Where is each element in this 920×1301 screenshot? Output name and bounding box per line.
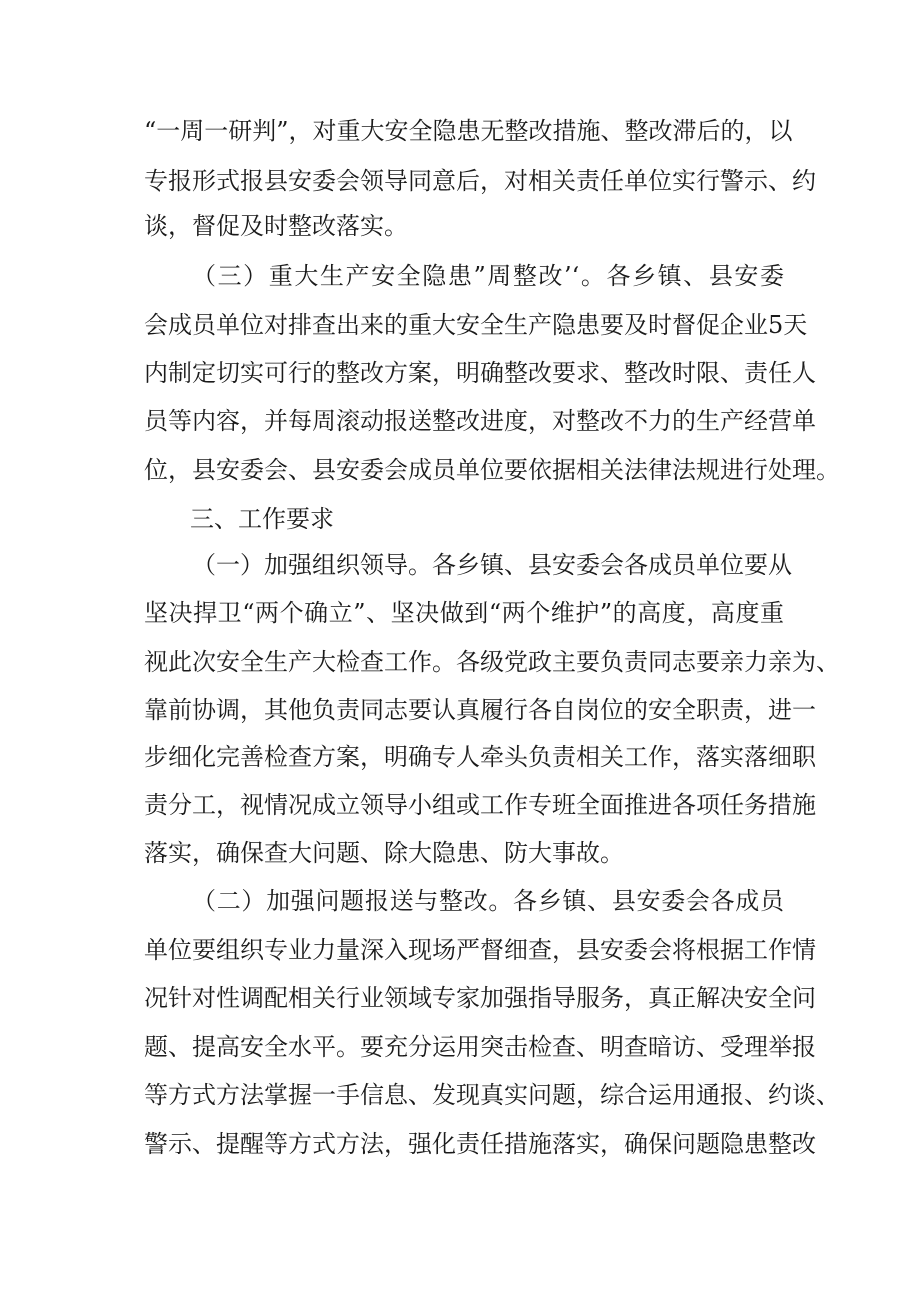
body-text-line: 专报形式报县安委会领导同意后，对相关责任单位实行警示、约 (144, 167, 816, 195)
subsection-1-heading-line: （一）加强组织领导。各乡镇、县安委会各成员单位要从 (192, 551, 792, 579)
section-3-heading-line: （三）重大生产安全隐患”周整改’‘。各乡镇、县安委 (192, 262, 784, 290)
body-text-line: 靠前协调，其他负责同志要认真履行各自岗位的安全职责，进一 (144, 696, 816, 724)
body-text-line: 警示、提醒等方式方法，强化责任措施落实，确保问题隐患整改 (144, 1130, 816, 1158)
body-text-line: 视此次安全生产大检查工作。各级党政主要负责同志要亲力亲为、 (144, 648, 840, 676)
body-text-line: 会成员单位对排查出来的重大安全生产隐患要及时督促企业5天 (144, 311, 808, 339)
body-text-line: 落实，确保查大问题、除大隐患、防大事故。 (144, 839, 624, 867)
body-text-line: 步细化完善检查方案，明确专人牵头负责相关工作，落实落细职 (144, 743, 816, 771)
body-text-line: 单位要组织专业力量深入现场严督细查，县安委会将根据工作情 (144, 936, 816, 964)
body-text-line: 题、提高安全水平。要充分运用突击检查、明查暗访、受理举报 (144, 1033, 816, 1061)
body-text-line: 等方式方法掌握一手信息、发现真实问题，综合运用通报、约谈、 (144, 1081, 840, 1109)
body-text-line: “一周一研判”，对重大安全隐患无整改措施、整改滞后的，以 (144, 117, 793, 145)
subsection-2-heading-line: （二）加强问题报送与整改。各乡镇、县安委会各成员 (192, 887, 784, 915)
body-text-line: 位，县安委会、县安委会成员单位要依据相关法律法规进行处理。 (144, 456, 840, 484)
body-text-line: 内制定切实可行的整改方案，明确整改要求、整改时限、责任人 (144, 359, 816, 387)
body-text-line: 况针对性调配相关行业领域专家加强指导服务，真正解决安全问 (144, 984, 816, 1012)
section-heading-work-requirements: 三、工作要求 (190, 505, 334, 533)
body-text-line: 谈，督促及时整改落实。 (144, 212, 408, 240)
body-text-line: 坚决捍卫“两个确立”、坚决做到“两个维护”的高度，高度重 (144, 599, 784, 627)
body-text-line: 责分工，视情况成立领导小组或工作专班全面推进各项任务措施 (144, 791, 816, 819)
body-text-line: 员等内容，并每周滚动报送整改进度，对整改不力的生产经营单 (144, 407, 816, 435)
